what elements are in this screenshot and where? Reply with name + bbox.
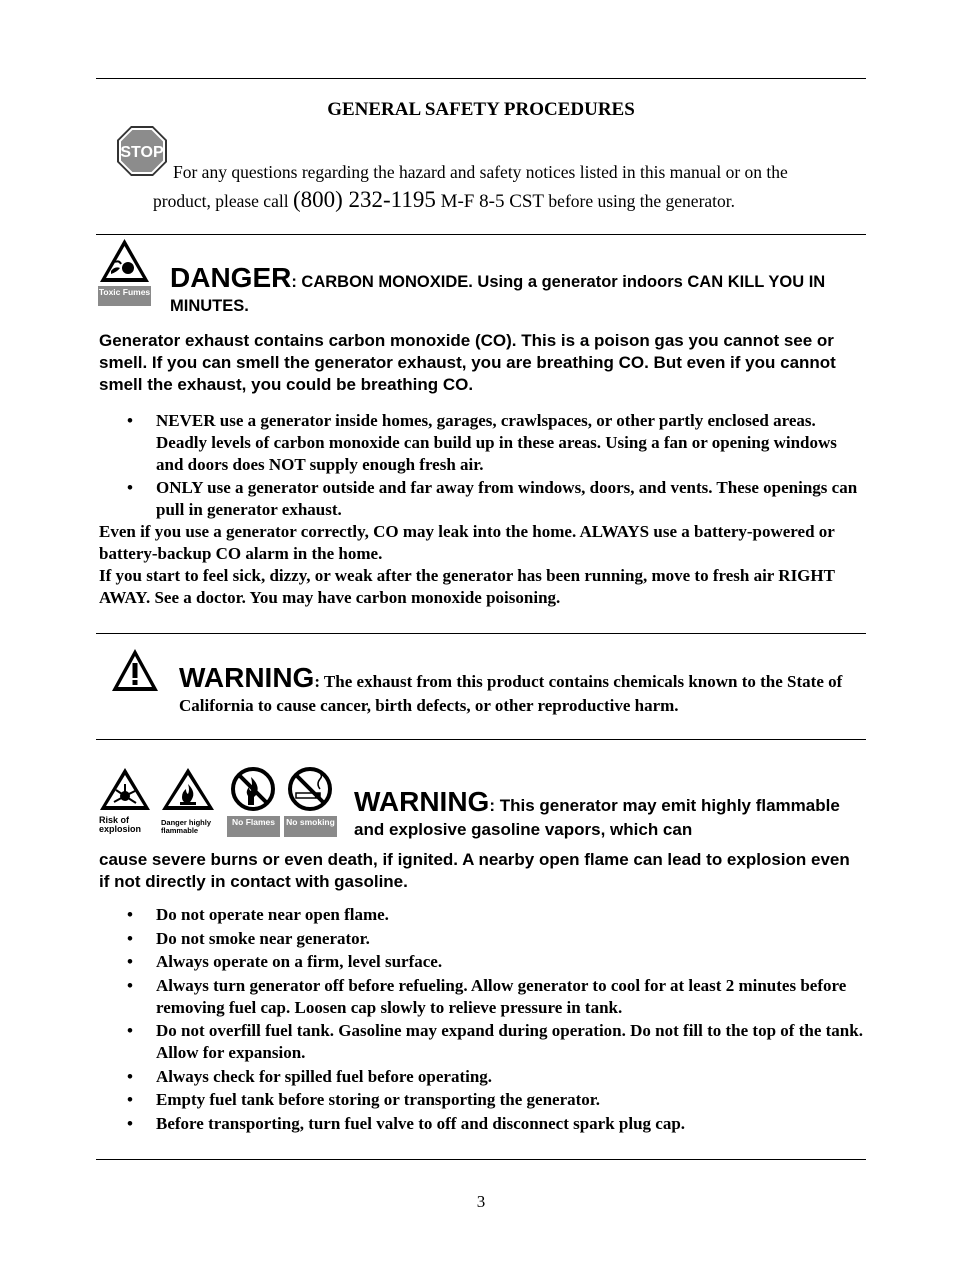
warning-word: WARNING — [354, 786, 490, 817]
highly-flammable-sign — [161, 767, 215, 837]
highly-flammable-label: Danger highly flammable — [161, 819, 215, 837]
phone-number: (800) 232-1195 — [292, 187, 436, 212]
list-item-text: Empty fuel tank before storing or transporting the generator. — [156, 1090, 601, 1109]
co-note-alarm: Even if you use a generator correctly, CO may leak into the home. ALWAYS use a battery-powered or battery-backup CO alarm in the home. — [99, 522, 835, 563]
no-flames-sign — [227, 767, 280, 838]
list-item: • Do not smoke near generator. — [127, 928, 370, 948]
risk-of-explosion-sign — [99, 767, 151, 837]
divider-rule — [96, 234, 866, 235]
danger-word: DANGER — [170, 262, 292, 293]
co-note-symptoms: If you start to feel sick, dizzy, or weak after the generator has been running, move to fresh air RIGHT AWAY. See a doctor. You may have carbon monoxide poisoning. — [99, 566, 835, 607]
no-smoking-sign — [284, 767, 337, 838]
top-rule — [96, 78, 866, 79]
danger-headline: : CARBON MONOXIDE. Using a generator indoors CAN KILL YOU IN MINUTES. — [170, 273, 826, 315]
no-smoking-icon — [284, 767, 337, 813]
bottom-rule — [96, 1159, 866, 1160]
list-item-text: Always turn generator off before refueling. Allow generator to cool for at least 2 minutes before removing fuel cap. Loosen cap slowly to relieve pressure in tank. — [156, 975, 847, 1017]
no-smoking-label: No smoking — [284, 816, 337, 837]
california-warning — [179, 662, 869, 718]
divider-rule — [96, 633, 866, 634]
risk-of-explosion-label: Risk of explosion — [99, 816, 151, 836]
list-item: • Before transporting, turn fuel valve to off and disconnect spark plug cap. — [127, 1113, 686, 1133]
fuel-safety-bullet-list — [99, 904, 864, 1136]
section-title: GENERAL SAFETY PROCEDURES — [327, 99, 635, 120]
fuel-warning-continuation: cause severe burns or even death, if ignited. A nearby open flame can lead to explosion even if not directly in contact with gasoline. — [99, 850, 850, 891]
list-item-text: ONLY use a generator outside and far away from windows, doors, and vents. These openings can pull in generator exhaust. — [156, 478, 858, 519]
list-item: • NEVER use a generator inside homes, garages, crawlspaces, or other partly enclosed areas. Deadly levels of carbon monoxide can build up in these areas. Using a fan or opening windows and doors does NOT supply enough fresh air. — [127, 411, 837, 474]
list-item: • Always check for spilled fuel before operating. — [127, 1066, 493, 1086]
toxic-fumes-label: Toxic Fumes — [98, 286, 151, 306]
intro-text — [153, 158, 863, 216]
co-notes — [99, 521, 864, 609]
no-flames-label: No Flames — [227, 816, 280, 837]
explosion-icon — [99, 767, 151, 811]
no-flames-icon — [227, 767, 280, 813]
list-item-text: Before transporting, turn fuel valve to off and disconnect spark plug cap. — [156, 1113, 686, 1133]
intro-line-1: For any questions regarding the hazard and safety notices listed in this manual or on the — [173, 162, 788, 182]
list-item-text: Do not overfill fuel tank. Gasoline may expand during operation. Do not fill to the top of the tank. Allow for expansion. — [156, 1021, 863, 1062]
fuel-warning-heading — [354, 786, 859, 842]
fuel-warning-head-text: : This generator may emit highly flammable and explosive gasoline vapors, which can — [354, 796, 840, 839]
intro-line-2-post: before using the generator. — [544, 191, 736, 211]
danger-bullet-list — [99, 410, 864, 522]
california-warning-text: : The exhaust from this product contains chemicals known to the State of California to cause cancer, birth defects, or other reproductive harm. — [179, 672, 843, 715]
list-item-text: NEVER use a generator inside homes, garages, crawlspaces, or other partly enclosed areas. Deadly levels of carbon monoxide can build up in these areas. Using a fan or opening windows and doors does NOT supply enough fresh air. — [156, 411, 837, 474]
stop-sign-text: STOP — [120, 144, 164, 161]
list-item-text: Do not operate near open flame. — [156, 905, 389, 924]
hours: M-F 8-5 CST — [435, 191, 545, 212]
list-item: • Always turn generator off before refueling. Allow generator to cool for at least 2 minutes before removing fuel cap. Loosen cap slowly to relieve pressure in tank. — [127, 975, 847, 1017]
list-item: • Empty fuel tank before storing or transporting the generator. — [127, 1090, 601, 1109]
page-number: 3 — [476, 1192, 486, 1211]
list-item: • Always operate on a firm, level surface. — [127, 952, 443, 971]
danger-heading — [170, 262, 860, 318]
intro-line-2-pre: product, please call — [153, 191, 293, 211]
flame-icon — [161, 767, 215, 811]
intro-line-2 — [153, 186, 863, 216]
warning-triangle-icon — [110, 647, 160, 695]
list-item-text: Do not smoke near generator. — [156, 928, 370, 948]
danger-paragraph: Generator exhaust contains carbon monoxide (CO). This is a poison gas you cannot see or smell. If you can smell the generator exhaust, you are breathing CO. But even if you cannot smell the exhaust, you could be breathing CO. — [99, 331, 836, 394]
list-item-text: Always check for spilled fuel before operating. — [156, 1066, 493, 1086]
list-item: • Do not operate near open flame. — [127, 905, 389, 924]
list-item-text: Always operate on a firm, level surface. — [156, 952, 443, 971]
toxic-fumes-icon — [98, 237, 151, 285]
list-item: • Do not overfill fuel tank. Gasoline may expand during operation. Do not fill to the top of the tank. Allow for expansion. — [127, 1021, 863, 1062]
toxic-fumes-sign — [98, 237, 151, 308]
warning-word: WARNING — [179, 662, 315, 693]
list-item: • ONLY use a generator outside and far away from windows, doors, and vents. These openings can pull in generator exhaust. — [127, 478, 858, 519]
divider-rule — [96, 739, 866, 740]
